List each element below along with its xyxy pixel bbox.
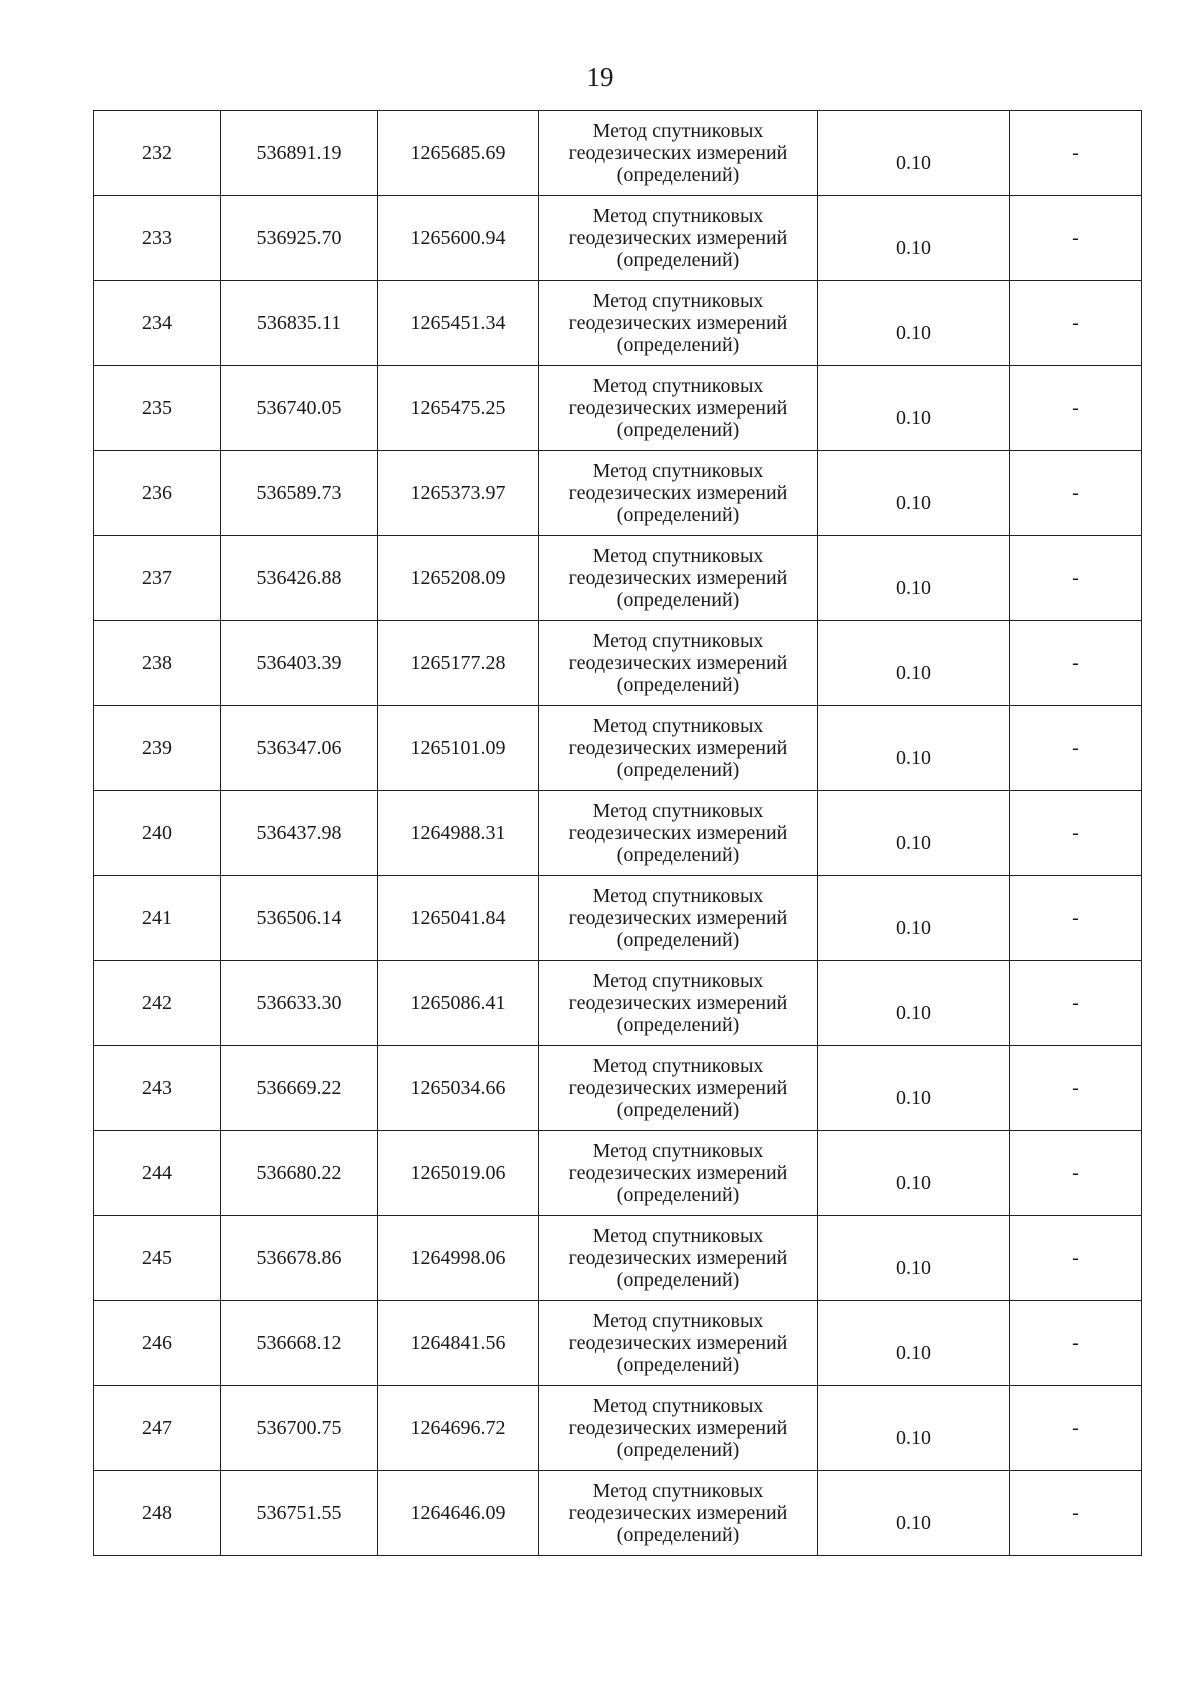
method-line: геодезических измерений — [568, 397, 788, 419]
note-cell: - — [1010, 281, 1142, 366]
method-line: (определений) — [616, 589, 740, 611]
x-coordinate-cell: 536506.14 — [221, 876, 378, 961]
accuracy-cell: 0.10 — [818, 451, 1010, 536]
x-coordinate-cell: 536403.39 — [221, 621, 378, 706]
y-coordinate-cell: 1265034.66 — [378, 1046, 539, 1131]
method-cell — [539, 281, 818, 366]
y-coordinate-cell: 1264696.72 — [378, 1386, 539, 1471]
table-row — [94, 366, 1142, 451]
point-number-cell: 248 — [94, 1471, 221, 1556]
table-row — [94, 1046, 1142, 1131]
note-cell: - — [1010, 876, 1142, 961]
method-line: Метод спутниковых — [592, 375, 764, 397]
point-number-cell: 239 — [94, 706, 221, 791]
note-cell: - — [1010, 196, 1142, 281]
method-cell — [539, 1471, 818, 1556]
note-cell: - — [1010, 451, 1142, 536]
accuracy-cell: 0.10 — [818, 706, 1010, 791]
method-line: геодезических измерений — [568, 142, 788, 164]
method-line: Метод спутниковых — [592, 800, 764, 822]
accuracy-cell: 0.10 — [818, 961, 1010, 1046]
x-coordinate-cell: 536740.05 — [221, 366, 378, 451]
x-coordinate-cell: 536891.19 — [221, 111, 378, 196]
method-line: Метод спутниковых — [592, 1480, 764, 1502]
method-line: (определений) — [616, 164, 740, 186]
method-line: (определений) — [616, 674, 740, 696]
method-cell — [539, 1216, 818, 1301]
method-cell — [539, 366, 818, 451]
method-cell — [539, 961, 818, 1046]
method-cell — [539, 196, 818, 281]
point-number-cell: 240 — [94, 791, 221, 876]
method-cell — [539, 621, 818, 706]
method-line: геодезических измерений — [568, 992, 788, 1014]
method-line: геодезических измерений — [568, 1247, 788, 1269]
x-coordinate-cell: 536437.98 — [221, 791, 378, 876]
table-row — [94, 281, 1142, 366]
method-line: (определений) — [616, 759, 740, 781]
x-coordinate-cell: 536678.86 — [221, 1216, 378, 1301]
point-number-cell: 247 — [94, 1386, 221, 1471]
method-line: Метод спутниковых — [592, 290, 764, 312]
y-coordinate-cell: 1265041.84 — [378, 876, 539, 961]
method-line: геодезических измерений — [568, 737, 788, 759]
method-line: Метод спутниковых — [592, 1055, 764, 1077]
accuracy-cell: 0.10 — [818, 1046, 1010, 1131]
accuracy-cell: 0.10 — [818, 1386, 1010, 1471]
note-cell: - — [1010, 706, 1142, 791]
method-line: (определений) — [616, 419, 740, 441]
table-row — [94, 1471, 1142, 1556]
point-number-cell: 246 — [94, 1301, 221, 1386]
accuracy-cell: 0.10 — [818, 1301, 1010, 1386]
y-coordinate-cell: 1265600.94 — [378, 196, 539, 281]
page-number: 19 — [586, 62, 614, 92]
accuracy-cell: 0.10 — [818, 196, 1010, 281]
method-cell — [539, 876, 818, 961]
table-row — [94, 961, 1142, 1046]
point-number-cell: 238 — [94, 621, 221, 706]
x-coordinate-cell: 536751.55 — [221, 1471, 378, 1556]
method-line: геодезических измерений — [568, 822, 788, 844]
y-coordinate-cell: 1265685.69 — [378, 111, 539, 196]
x-coordinate-cell: 536668.12 — [221, 1301, 378, 1386]
point-number-cell: 242 — [94, 961, 221, 1046]
method-line: Метод спутниковых — [592, 460, 764, 482]
point-number-cell: 244 — [94, 1131, 221, 1216]
note-cell: - — [1010, 1301, 1142, 1386]
method-line: Метод спутниковых — [592, 715, 764, 737]
method-cell — [539, 706, 818, 791]
note-cell: - — [1010, 366, 1142, 451]
coordinates-table — [93, 110, 1142, 1556]
method-line: (определений) — [616, 1099, 740, 1121]
accuracy-cell: 0.10 — [818, 621, 1010, 706]
coordinates-table-body — [94, 111, 1142, 1556]
accuracy-cell: 0.10 — [818, 1216, 1010, 1301]
note-cell: - — [1010, 536, 1142, 621]
method-line: Метод спутниковых — [592, 205, 764, 227]
y-coordinate-cell: 1265086.41 — [378, 961, 539, 1046]
method-line: (определений) — [616, 844, 740, 866]
method-line: Метод спутниковых — [592, 1310, 764, 1332]
method-line: геодезических измерений — [568, 1502, 788, 1524]
table-row — [94, 621, 1142, 706]
method-line: Метод спутниковых — [592, 1225, 764, 1247]
method-cell — [539, 1046, 818, 1131]
table-row — [94, 1301, 1142, 1386]
x-coordinate-cell: 536680.22 — [221, 1131, 378, 1216]
method-line: геодезических измерений — [568, 312, 788, 334]
method-line: геодезических измерений — [568, 652, 788, 674]
x-coordinate-cell: 536835.11 — [221, 281, 378, 366]
x-coordinate-cell: 536426.88 — [221, 536, 378, 621]
method-line: (определений) — [616, 504, 740, 526]
x-coordinate-cell: 536700.75 — [221, 1386, 378, 1471]
table-row — [94, 451, 1142, 536]
method-line: геодезических измерений — [568, 1417, 788, 1439]
method-cell — [539, 451, 818, 536]
method-line: Метод спутниковых — [592, 885, 764, 907]
method-line: геодезических измерений — [568, 567, 788, 589]
accuracy-cell: 0.10 — [818, 791, 1010, 876]
accuracy-cell: 0.10 — [818, 366, 1010, 451]
method-line: (определений) — [616, 1439, 740, 1461]
note-cell: - — [1010, 961, 1142, 1046]
note-cell: - — [1010, 1471, 1142, 1556]
point-number-cell: 241 — [94, 876, 221, 961]
note-cell: - — [1010, 1216, 1142, 1301]
method-line: Метод спутниковых — [592, 545, 764, 567]
method-line: Метод спутниковых — [592, 120, 764, 142]
method-line: геодезических измерений — [568, 482, 788, 504]
y-coordinate-cell: 1265208.09 — [378, 536, 539, 621]
method-line: Метод спутниковых — [592, 1140, 764, 1162]
method-line: геодезических измерений — [568, 227, 788, 249]
y-coordinate-cell: 1264646.09 — [378, 1471, 539, 1556]
y-coordinate-cell: 1265019.06 — [378, 1131, 539, 1216]
table-row — [94, 111, 1142, 196]
table-row — [94, 196, 1142, 281]
table-row — [94, 1386, 1142, 1471]
method-line: геодезических измерений — [568, 907, 788, 929]
table-row — [94, 536, 1142, 621]
point-number-cell: 232 — [94, 111, 221, 196]
table-row — [94, 791, 1142, 876]
method-line: геодезических измерений — [568, 1162, 788, 1184]
point-number-cell: 235 — [94, 366, 221, 451]
y-coordinate-cell: 1265177.28 — [378, 621, 539, 706]
point-number-cell: 233 — [94, 196, 221, 281]
table-row — [94, 1216, 1142, 1301]
method-line: (определений) — [616, 1014, 740, 1036]
x-coordinate-cell: 536347.06 — [221, 706, 378, 791]
accuracy-cell: 0.10 — [818, 1471, 1010, 1556]
method-line: (определений) — [616, 1524, 740, 1546]
y-coordinate-cell: 1264988.31 — [378, 791, 539, 876]
y-coordinate-cell: 1264998.06 — [378, 1216, 539, 1301]
method-cell — [539, 791, 818, 876]
method-line: (определений) — [616, 1184, 740, 1206]
method-line: геодезических измерений — [568, 1077, 788, 1099]
x-coordinate-cell: 536633.30 — [221, 961, 378, 1046]
accuracy-cell: 0.10 — [818, 1131, 1010, 1216]
y-coordinate-cell: 1265373.97 — [378, 451, 539, 536]
method-line: (определений) — [616, 929, 740, 951]
method-cell — [539, 111, 818, 196]
y-coordinate-cell: 1265101.09 — [378, 706, 539, 791]
method-line: (определений) — [616, 1269, 740, 1291]
y-coordinate-cell: 1265451.34 — [378, 281, 539, 366]
method-line: Метод спутниковых — [592, 630, 764, 652]
x-coordinate-cell: 536925.70 — [221, 196, 378, 281]
method-cell — [539, 1386, 818, 1471]
point-number-cell: 234 — [94, 281, 221, 366]
method-cell — [539, 1301, 818, 1386]
method-line: (определений) — [616, 249, 740, 271]
point-number-cell: 236 — [94, 451, 221, 536]
method-line: Метод спутниковых — [592, 970, 764, 992]
point-number-cell: 243 — [94, 1046, 221, 1131]
accuracy-cell: 0.10 — [818, 536, 1010, 621]
table-row — [94, 876, 1142, 961]
method-line: (определений) — [616, 1354, 740, 1376]
method-line: Метод спутниковых — [592, 1395, 764, 1417]
table-row — [94, 1131, 1142, 1216]
accuracy-cell: 0.10 — [818, 111, 1010, 196]
note-cell: - — [1010, 111, 1142, 196]
note-cell: - — [1010, 1046, 1142, 1131]
method-cell — [539, 1131, 818, 1216]
y-coordinate-cell: 1265475.25 — [378, 366, 539, 451]
y-coordinate-cell: 1264841.56 — [378, 1301, 539, 1386]
point-number-cell: 245 — [94, 1216, 221, 1301]
method-line: (определений) — [616, 334, 740, 356]
table-row — [94, 706, 1142, 791]
accuracy-cell: 0.10 — [818, 876, 1010, 961]
note-cell: - — [1010, 1386, 1142, 1471]
x-coordinate-cell: 536589.73 — [221, 451, 378, 536]
note-cell: - — [1010, 791, 1142, 876]
note-cell: - — [1010, 1131, 1142, 1216]
point-number-cell: 237 — [94, 536, 221, 621]
x-coordinate-cell: 536669.22 — [221, 1046, 378, 1131]
note-cell: - — [1010, 621, 1142, 706]
accuracy-cell: 0.10 — [818, 281, 1010, 366]
method-line: геодезических измерений — [568, 1332, 788, 1354]
method-cell — [539, 536, 818, 621]
